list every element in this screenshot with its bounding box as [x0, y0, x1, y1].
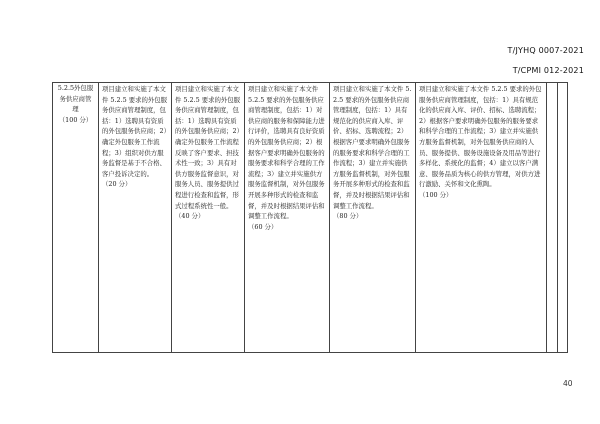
table-row [53, 83, 568, 353]
level-score-3: （60 分） [248, 222, 278, 231]
level-cell-1 [99, 83, 172, 353]
standard-code-2: T/CPMI 012-2021 [512, 66, 584, 75]
evaluation-table [52, 82, 568, 353]
empty-cell [558, 83, 568, 353]
page-number: 40 [563, 379, 573, 388]
standard-code-1: T/JYHQ 0007-2021 [507, 46, 584, 55]
level-score-5: （100 分） [419, 190, 453, 199]
level-text-1: 项目建立和实施了本文件 5.2.5 要求的外包服务供应商管理制度，包括：1）选聘具有资质的外包服务供应商；2）确定外包服务工作流程；3）组织对供方服务监督是基于不合格、客户投诉决定的。 [102, 85, 168, 178]
level-text-2: 项目建立和实施了本文件 5.2.5 要求的外包服务供应商管理制度，包括：1）选聘具有资质的外包服务供应商；2）确定外包服务工作流程反映了客户要求、担技术性一致；3）具有对供方服务监督意识，对服务人员、服务提供过程进行检查和监督，形式过程系统性一般。 [175, 85, 241, 210]
criterion-total: （100 分） [58, 115, 93, 124]
level-score-1: （20 分） [102, 180, 132, 189]
level-text-3: 项目建立和实施了本文件 5.2.5 要求的外包服务供应商管理制度，包括：1）对供应商的服务和保障能力进行评价，选聘具有良好资质的外包服务供应商；2）根据客户要求明确外包服务的服务要求和科学合理的工作流程；3）建立并实施供方服务监督机制，对外包服务开展多种形式的检查和监督，并及时根据结果评估和调整工作流程。 [248, 85, 325, 221]
level-text-5: 项目建立和实施了本文件 5.2.5 要求的外包服务供应商管理制度，包括：1）具有规范化的供应商入库、评价、招标、选聘流程；2）根据客户要求明确外包服务的服务要求和科学合理的工作流程；3）建立并实施供方服务监督机制，对外包服务供应商的人员、服务提供、服务设施设备及用品等进行多样化、系统化的监督；4）建立以客户满意、服务品质为核心的供方管理，对供方进行激励、关怀和文化熏陶。 [419, 85, 542, 189]
level-cell-4 [330, 83, 416, 353]
level-cell-2 [172, 83, 245, 353]
level-cell-5 [416, 83, 547, 353]
criterion-cell [53, 83, 99, 353]
level-score-4: （80 分） [333, 212, 363, 221]
criterion-label: 5.2.5外包服务供应商管理 [57, 84, 94, 114]
empty-cell [547, 83, 558, 353]
level-text-4: 项目建立和实施了本文件 5.2.5 要求的外包服务供应商管理制度，包括：1）具有规范化的供应商入库、评价、招标、选聘流程；2）根据客户要求明确外包服务的服务要求和科学合理的工作流程；3）建立并实施供方服务监督机制，对外包服务开展多种形式的检查和监督，并及时根据结果评估和调整工作流程。 [333, 85, 412, 210]
level-cell-3 [245, 83, 330, 353]
level-score-2: （40 分） [175, 212, 205, 221]
